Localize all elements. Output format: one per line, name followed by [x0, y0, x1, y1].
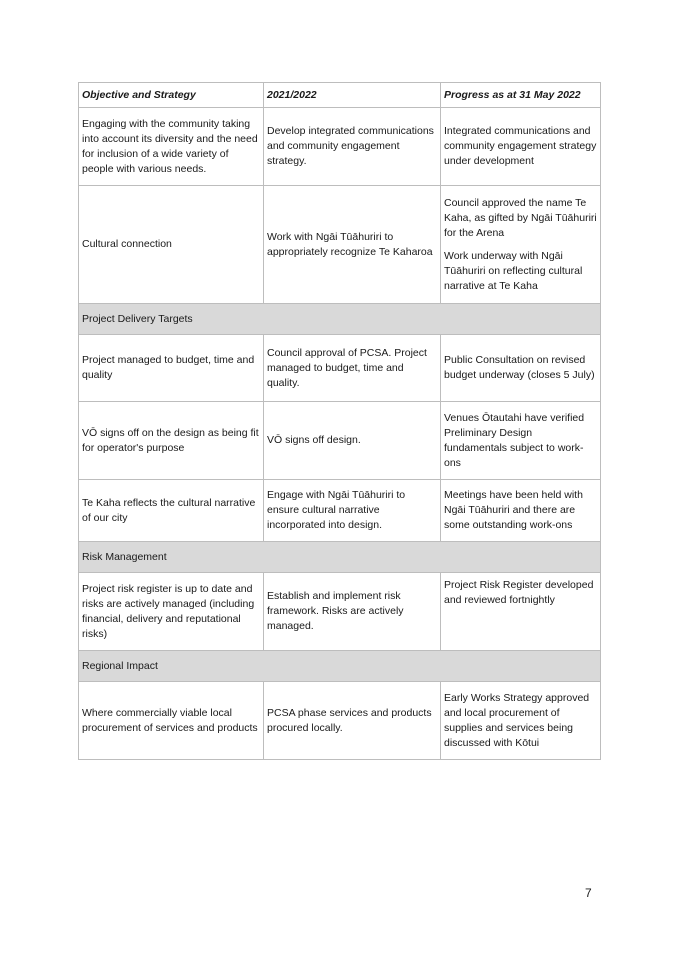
header-progress: Progress as at 31 May 2022 [441, 83, 601, 108]
objective-cell: Te Kaha reflects the cultural narrative of our city [79, 480, 264, 542]
progress-cell [441, 335, 601, 402]
section-label: Risk Management [79, 542, 601, 573]
header-objective-strategy: Objective and Strategy [79, 83, 264, 108]
objective-cell: Project managed to budget, time and quality [79, 335, 264, 402]
section-row [79, 651, 601, 682]
table-body [79, 108, 601, 760]
header-year: 2021/2022 [264, 83, 441, 108]
progress-text: Early Works Strategy approved and local procurement of supplies and services being discussed with Kōtui [444, 691, 590, 749]
progress-table [78, 82, 601, 760]
progress-cell [441, 573, 601, 651]
progress-cell [441, 186, 601, 304]
section-row [79, 542, 601, 573]
progress-text: Public Consultation on revised budget underway (closes 5 July) [444, 354, 595, 381]
table-row [79, 480, 601, 542]
progress-text: Council approved the name Te Kaha, as gifted by Ngāi Tūāhuriri for the Arena [444, 196, 597, 239]
objective-cell: Where commercially viable local procurement of services and products [79, 682, 264, 760]
section-label: Project Delivery Targets [79, 304, 601, 335]
progress-cell [441, 682, 601, 760]
progress-text: Project Risk Register developed and reviewed fortnightly [444, 579, 594, 606]
progress-cell [441, 402, 601, 480]
target-cell: PCSA phase services and products procured locally. [264, 682, 441, 760]
target-cell: Work with Ngāi Tūāhuriri to appropriately recognize Te Kaharoa [264, 186, 441, 304]
progress-text: Venues Ōtautahi have verified Preliminary Design fundamentals subject to work-ons [444, 411, 585, 469]
table-row [79, 186, 601, 304]
progress-text: Integrated communications and community engagement strategy under development [444, 125, 597, 167]
progress-cell [441, 480, 601, 542]
progress-text: Meetings have been held with Ngāi Tūāhuriri and there are some outstanding work-ons [444, 489, 583, 531]
page-number: 7 [585, 886, 592, 900]
progress-text: Work underway with Ngāi Tūāhuriri on reflecting cultural narrative at Te Kaha [444, 249, 583, 292]
target-cell: Engage with Ngāi Tūāhuriri to ensure cultural narrative incorporated into design. [264, 480, 441, 542]
section-row [79, 304, 601, 335]
target-cell: Develop integrated communications and community engagement strategy. [264, 108, 441, 186]
table-header-row [79, 83, 601, 108]
table-row [79, 682, 601, 760]
table-row [79, 108, 601, 186]
section-label: Regional Impact [79, 651, 601, 682]
progress-cell [441, 108, 601, 186]
table-row [79, 335, 601, 402]
table-row [79, 402, 601, 480]
objective-cell: Cultural connection [79, 186, 264, 304]
table-row [79, 573, 601, 651]
objective-cell: Engaging with the community taking into account its diversity and the need for inclusion of a wide variety of people with various needs. [79, 108, 264, 186]
target-cell: Council approval of PCSA. Project managed to budget, time and quality. [264, 335, 441, 402]
target-cell: Establish and implement risk framework. Risks are actively managed. [264, 573, 441, 651]
objective-cell: VŌ signs off on the design as being fit for operator's purpose [79, 402, 264, 480]
objective-cell: Project risk register is up to date and risks are actively managed (including financial, delivery and reputational risks) [79, 573, 264, 651]
target-cell: VŌ signs off design. [264, 402, 441, 480]
